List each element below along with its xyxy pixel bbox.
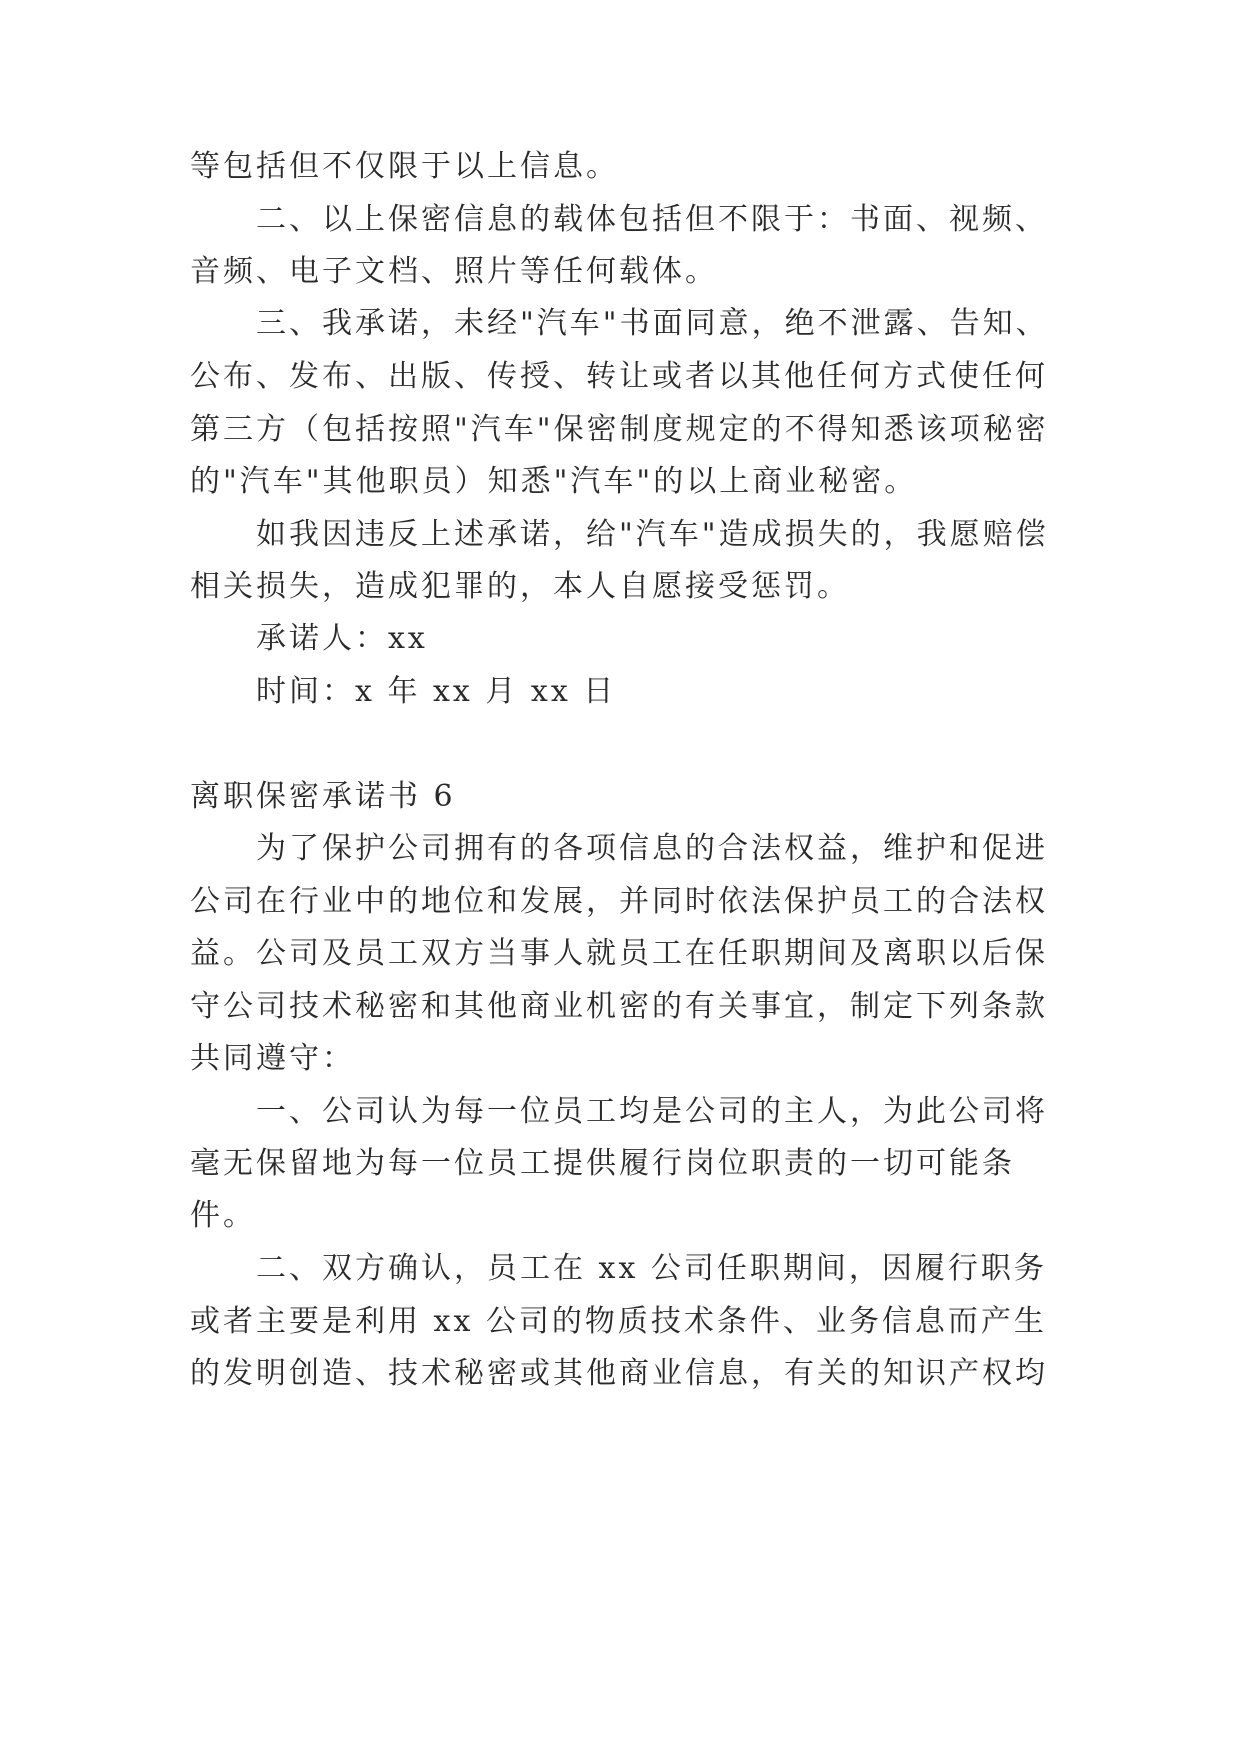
paragraph-line: 为了保护公司拥有的各项信息的合法权益，维护和促进 [256, 831, 1048, 866]
paragraph-line: 三、我承诺，未经"汽车"书面同意，绝不泄露、告知、 [256, 306, 1049, 341]
paragraph-line: 共同遵守： [190, 1041, 355, 1076]
paragraph-line: 公布、发布、出版、传授、转让或者以其他任何方式使任何 [190, 359, 1048, 394]
paragraph-line: 毫无保留地为每一位员工提供履行岗位职责的一切可能条 [190, 1146, 1015, 1181]
paragraph-line: 如我因违反上述承诺，给"汽车"造成损失的，我愿赔偿 [256, 517, 1049, 552]
paragraph-line: 等包括但不仅限于以上信息。 [190, 149, 619, 184]
paragraph-line: 守公司技术秘密和其他商业机密的有关事宜，制定下列条款 [190, 989, 1048, 1024]
paragraph-line: 或者主要是利用 xx 公司的物质技术条件、业务信息而产生 [190, 1304, 1047, 1339]
paragraph-line: 二、以上保密信息的载体包括但不限于：书面、视频、 [256, 202, 1048, 237]
signature-label: 承诺人：xx [256, 621, 428, 656]
date-line: 时间：x 年 xx 月 xx 日 [256, 674, 617, 709]
paragraph-line: 一、公司认为每一位员工均是公司的主人，为此公司将 [256, 1094, 1048, 1129]
paragraph-line: 二、双方确认，员工在 xx 公司任职期间，因履行职务 [256, 1251, 1047, 1286]
paragraph-line: 的发明创造、技术秘密或其他商业信息，有关的知识产权均 [190, 1356, 1048, 1391]
paragraph-line: 音频、电子文档、照片等任何载体。 [190, 254, 718, 289]
paragraph-line: 公司在行业中的地位和发展，并同时依法保护员工的合法权 [190, 884, 1048, 919]
paragraph-line: 的"汽车"其他职员）知悉"汽车"的以上商业秘密。 [190, 464, 918, 499]
section-heading: 离职保密承诺书 6 [190, 779, 456, 814]
paragraph-line: 相关损失，造成犯罪的，本人自愿接受惩罚。 [190, 569, 850, 604]
paragraph-line: 益。公司及员工双方当事人就员工在任职期间及离职以后保 [190, 936, 1048, 971]
paragraph-line: 件。 [190, 1198, 256, 1233]
paragraph-line: 第三方（包括按照"汽车"保密制度规定的不得知悉该项秘密 [190, 412, 1049, 447]
